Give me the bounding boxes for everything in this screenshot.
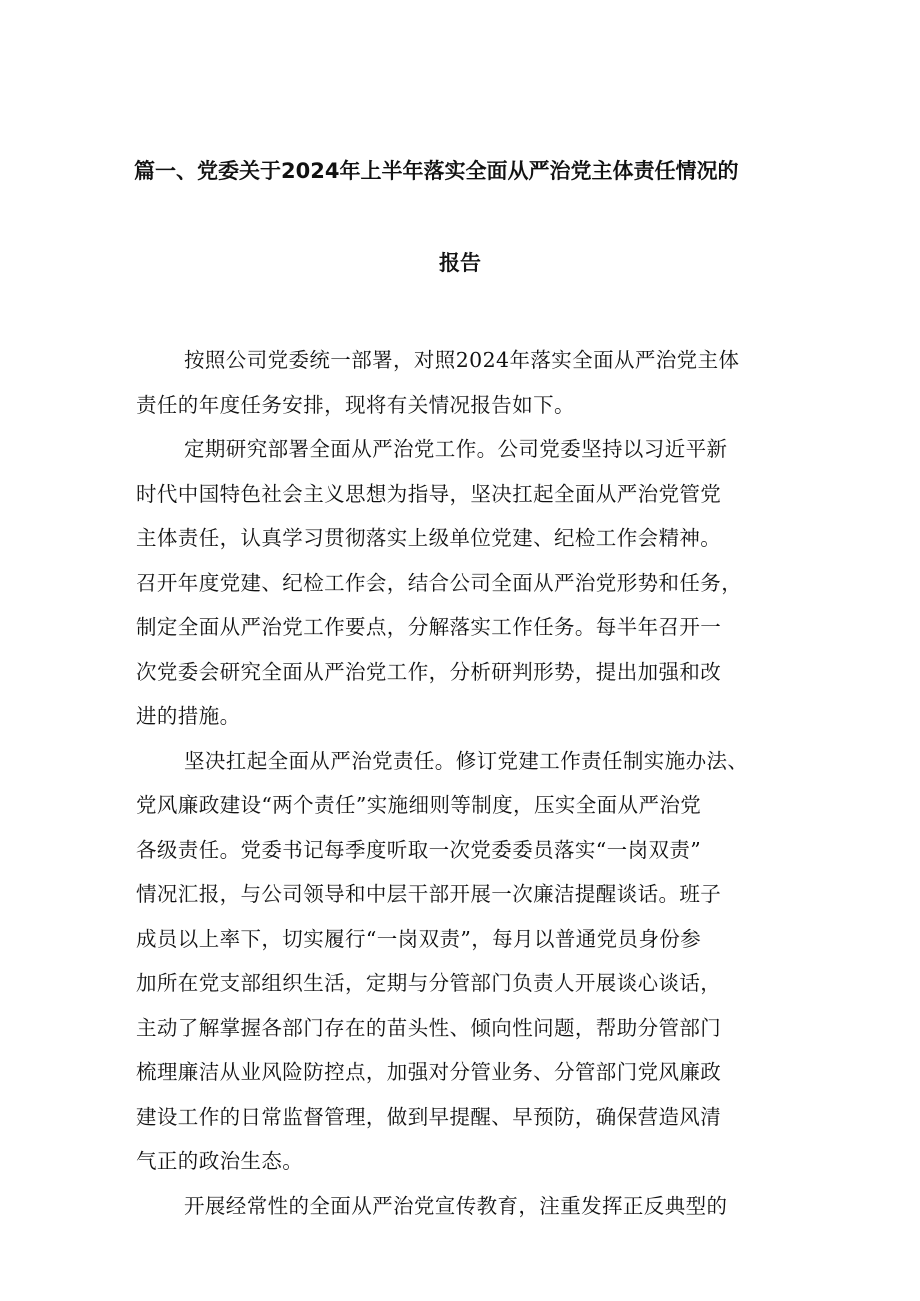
text-line: 主动了解掌握各部门存在的苗头性、倾向性问题，帮助分管部门 [136,1015,722,1040]
text-line: 梳理廉洁从业风险防控点，加强对分管业务、分管部门党风廉政 [136,1060,722,1084]
text-line: 坚决扛起全面从严治党责任。修订党建工作责任制实施办法、 [184,748,749,773]
text-line: 时代中国特色社会主义思想为指导，坚决扛起全面从严治党管党 [136,481,722,506]
text-line: 进的措施。 [136,704,241,728]
text-line: 成员以上率下，切实履行“一岗双责”，每月以普通党员身份参 [136,926,702,951]
text-line: 次党委会研究全面从严治党工作，分析研判形势，提出加强和改 [136,659,722,684]
text-line: 建设工作的日常监督管理，做到早提醒、早预防，确保营造风清 [136,1104,722,1129]
text-line: 情况汇报，与公司领导和中层干部开展一次廉洁提醒谈话。班子 [136,882,722,906]
text-line: 责任的年度任务安排，现将有关情况报告如下。 [136,392,575,417]
text-line: 加所在党支部组织生活，定期与分管部门负责人开展谈心谈话， [136,971,722,995]
text-line: 开展经常性的全面从严治党宣传教育，注重发挥正反典型的 [184,1193,728,1218]
text-line: 定期研究部署全面从严治党工作。公司党委坚持以习近平新 [184,437,728,461]
text-line: 气正的政治生态。 [136,1149,304,1173]
text-line: 党风廉政建设“两个责任”实施细则等制度，压实全面从严治党 [136,793,702,817]
paragraph [136,427,788,739]
document-body [136,338,788,1228]
document-title-line-2: 报告 [439,251,481,275]
paragraph [136,1184,788,1229]
text-line: 制定全面从严治党工作要点，分解落实工作任务。每半年召开一 [136,615,722,639]
text-line: 按照公司党委统一部署，对照2024年落实全面从严治党主体 [184,348,740,372]
paragraph [136,739,788,1184]
paragraph [136,338,788,427]
document-title-line-1: 篇一、党委关于2024年上半年落实全面从严治党主体责任情况的 [134,159,739,183]
text-line: 各级责任。党委书记每季度听取一次党委委员落实“一岗双责” [136,837,702,862]
text-line: 主体责任，认真学习贯彻落实上级单位党建、纪检工作会精神。 [136,526,722,550]
text-line: 召开年度党建、纪检工作会，结合公司全面从严治党形势和任务， [136,570,743,595]
